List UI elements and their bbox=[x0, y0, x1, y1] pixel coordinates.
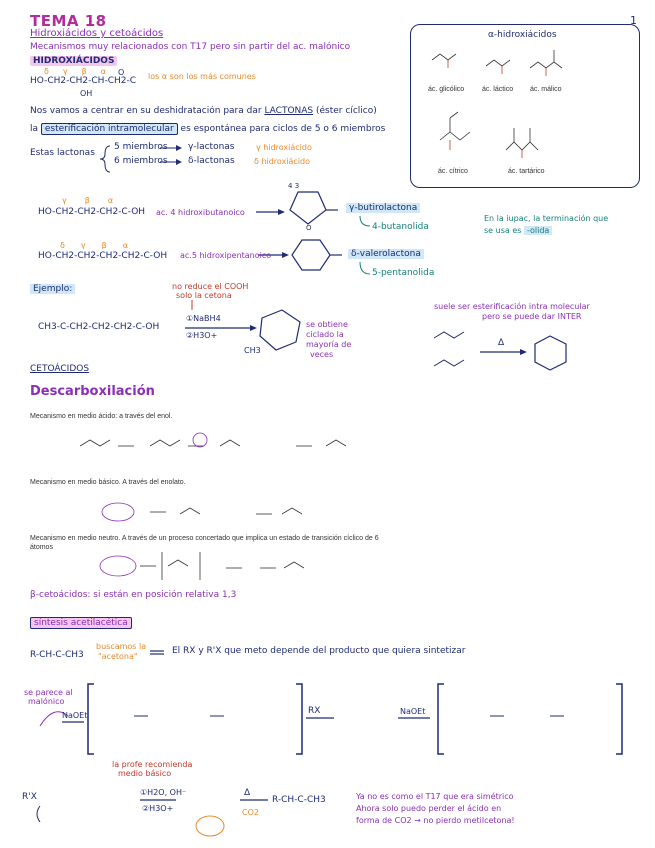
r1-ring-o: O bbox=[306, 224, 312, 232]
malonico-1: se parece al bbox=[24, 688, 73, 697]
r2-iupac: 5-pentanolida bbox=[372, 268, 435, 278]
dimer-ring bbox=[535, 336, 566, 370]
r1-greek: γβα bbox=[62, 196, 132, 205]
example-note-1: no reduce el COOH bbox=[172, 282, 249, 291]
label-tartarico: ác. tartárico bbox=[508, 168, 545, 175]
neutral-brackets bbox=[162, 552, 200, 580]
box-title: α-hidroxiácidos bbox=[488, 30, 557, 40]
basic-circle bbox=[102, 503, 134, 521]
side-note-2: pero se puede dar INTER bbox=[482, 312, 582, 321]
lactonas-line2: la esterificación intramolecular es espontánea para ciclos de 5 o 6 miembros bbox=[30, 124, 386, 134]
example-reagent-2: ②H3O+ bbox=[186, 331, 218, 340]
hidroxiacidos-heading: HIDROXIÁCIDOS bbox=[30, 56, 117, 66]
result-3: mayoría de bbox=[306, 340, 352, 349]
naoet-1: NaOEt bbox=[62, 711, 88, 720]
step-1: ①H2O, OH⁻ bbox=[140, 788, 187, 797]
neutral-ts bbox=[168, 560, 188, 566]
resonance-brackets-2 bbox=[438, 684, 622, 754]
neutral-mechanism-2: átomos bbox=[30, 544, 53, 551]
label-glicolico: ác. glicólico bbox=[428, 86, 465, 93]
basic-mechanism: Mecanismo en medio básico. A través del enolato. bbox=[30, 479, 186, 486]
alpha-note: los α son los más comunes bbox=[148, 72, 256, 81]
r1-arrowhead bbox=[278, 209, 285, 215]
acid-m2 bbox=[150, 440, 180, 446]
r2-formula: HO-CH2-CH2-CH2-CH2-C-OH bbox=[38, 251, 168, 261]
label-lactico: ác. láctico bbox=[482, 86, 514, 93]
rx-note: El RX y R'X que meto depende del producto que quiera sintetizar bbox=[172, 646, 466, 656]
result-1: se obtiene bbox=[306, 320, 348, 329]
neutral-circle bbox=[100, 556, 136, 576]
greek-labels: δγβα bbox=[44, 67, 121, 76]
sintesis-heading: síntesis acetilacética bbox=[30, 618, 132, 628]
final-note-1: Ya no es como el T17 que era simétrico bbox=[356, 792, 514, 801]
formula-oh: OH bbox=[80, 89, 93, 98]
step-2: ②H3O+ bbox=[142, 804, 174, 813]
delta-lactonas: δ-lactonas bbox=[188, 156, 235, 166]
r1-product: γ-butirolactona bbox=[346, 203, 420, 213]
example-label: Ejemplo: bbox=[30, 284, 75, 294]
glicolico-skeleton bbox=[432, 54, 456, 60]
iupac-note-1: En la iupac, la terminación que bbox=[484, 214, 609, 223]
neutral-mechanism-1: Mecanismo en medio neutro. A través de un proceso concertado que implica un estado de transición cíclico de 6 bbox=[30, 535, 379, 542]
basic-m2 bbox=[282, 508, 302, 514]
iupac-note-2: se usa es -olida bbox=[484, 226, 552, 235]
tartarico-skeleton bbox=[506, 142, 538, 150]
example-ring bbox=[260, 310, 300, 350]
malonico-2: malónico bbox=[28, 697, 65, 706]
hidroxiacido-formula: HO-CH2-CH2-CH-CH2-C bbox=[30, 76, 137, 86]
product-ch3: CH3 bbox=[244, 346, 261, 355]
lactic-2 bbox=[434, 360, 464, 366]
estas-lactonas: Estas lactonas bbox=[30, 148, 95, 158]
formula-o: O bbox=[118, 68, 125, 77]
lactonas-line1: Nos vamos a centrar en su deshidratación para dar LACTONAS (éster cíclico) bbox=[30, 106, 377, 116]
lactico-skeleton bbox=[486, 60, 510, 66]
lactonas-brace bbox=[100, 146, 110, 172]
final-product: R-CH-C-CH3 bbox=[272, 795, 326, 805]
r2-arrowhead bbox=[282, 252, 289, 258]
profe-2: medio básico bbox=[118, 769, 172, 778]
result-4: veces bbox=[310, 350, 334, 359]
six-members: 6 miembros bbox=[114, 156, 168, 166]
resonance-brackets-1 bbox=[88, 684, 302, 754]
r1-formula: HO-CH2-CH2-CH2-C-OH bbox=[38, 207, 146, 217]
rx-curve bbox=[37, 806, 40, 822]
basic-m1 bbox=[180, 508, 200, 514]
r1-name: ac. 4 hidroxibutanoico bbox=[156, 208, 245, 217]
page-title: TEMA 18 bbox=[30, 12, 107, 30]
example-reagent-1: ①NaBH4 bbox=[186, 314, 221, 323]
lactic-1 bbox=[434, 332, 464, 338]
delta-symbol: Δ bbox=[498, 338, 505, 348]
mechanism-drawings bbox=[80, 433, 346, 580]
page-number: 1 bbox=[630, 14, 637, 27]
label-citrico: ác. cítrico bbox=[438, 168, 468, 175]
arrowhead-five bbox=[176, 145, 182, 151]
busc-1: buscamos la bbox=[96, 642, 147, 651]
r1-iupac-hook bbox=[360, 216, 370, 226]
acid-m3 bbox=[220, 440, 240, 446]
acid-highlight bbox=[196, 816, 224, 836]
rx-reagent: RX bbox=[308, 706, 321, 716]
decarbox-delta: Δ bbox=[244, 788, 251, 798]
beta-note: β-cetoácidos: si están en posición relativa 1,3 bbox=[30, 590, 237, 600]
malico-skeleton bbox=[530, 62, 562, 68]
gamma-lactonas: γ-lactonas bbox=[188, 142, 235, 152]
dimer-arrowhead bbox=[520, 349, 527, 355]
descarbox-heading: Descarboxilación bbox=[30, 384, 155, 399]
r2-iupac-hook bbox=[360, 262, 370, 274]
cetoacidos-heading: CETOÁCIDOS bbox=[30, 364, 90, 374]
r1-ring-labels: 4 3 bbox=[288, 182, 300, 190]
co2-label: CO2 bbox=[242, 808, 259, 817]
r2-product: δ-valerolactona bbox=[348, 249, 424, 259]
example-note-2: solo la cetona bbox=[176, 291, 232, 300]
r2-greek: δγβα bbox=[60, 241, 145, 250]
final-note-2: Ahora solo puedo perder el ácido en bbox=[356, 804, 502, 813]
final-note-3: forma de CO2 → no pierdo metilcetona! bbox=[356, 816, 515, 825]
label-malico: ác. málico bbox=[530, 86, 562, 93]
five-members: 5 miembros bbox=[114, 142, 168, 152]
naoet-2: NaOEt bbox=[400, 707, 426, 716]
citrico-top bbox=[450, 112, 458, 118]
example-formula: CH3-C-CH2-CH2-CH2-C-OH bbox=[38, 322, 160, 332]
rpx-reagent: R'X bbox=[22, 792, 37, 802]
acetone-formula: R-CH-C-CH3 bbox=[30, 650, 84, 660]
neutral-m2 bbox=[284, 562, 304, 568]
r2-ring bbox=[292, 240, 330, 270]
delta-note: δ hidroxiácido bbox=[254, 157, 311, 166]
citrico-skeleton bbox=[440, 132, 470, 140]
acid-m4 bbox=[326, 440, 346, 446]
acid-m1 bbox=[80, 440, 110, 446]
gamma-note: γ hidroxiácido bbox=[256, 143, 312, 152]
busc-2: "acetona" bbox=[98, 652, 138, 661]
result-2: ciclado la bbox=[306, 330, 344, 339]
intro-text: Mecanismos muy relacionados con T17 pero sin partir del ac. malónico bbox=[30, 42, 351, 52]
acid-circle bbox=[193, 433, 207, 447]
example-arrowhead bbox=[250, 325, 257, 331]
box-molecules bbox=[432, 50, 562, 158]
arrowhead-six bbox=[176, 159, 182, 165]
side-note-1: suele ser esterificación intra molecular bbox=[434, 302, 590, 311]
acid-mechanism: Mecanismo en medio ácido: a través del enol. bbox=[30, 413, 173, 420]
r1-ring bbox=[290, 192, 326, 224]
section-subtitle: Hidroxiácidos y cetoácidos bbox=[30, 28, 164, 39]
profe-1: la profe recomienda bbox=[112, 760, 193, 769]
r1-iupac: 4-butanolida bbox=[372, 222, 429, 232]
r2-name: ac.5 hidroxipentanoico bbox=[180, 251, 272, 260]
